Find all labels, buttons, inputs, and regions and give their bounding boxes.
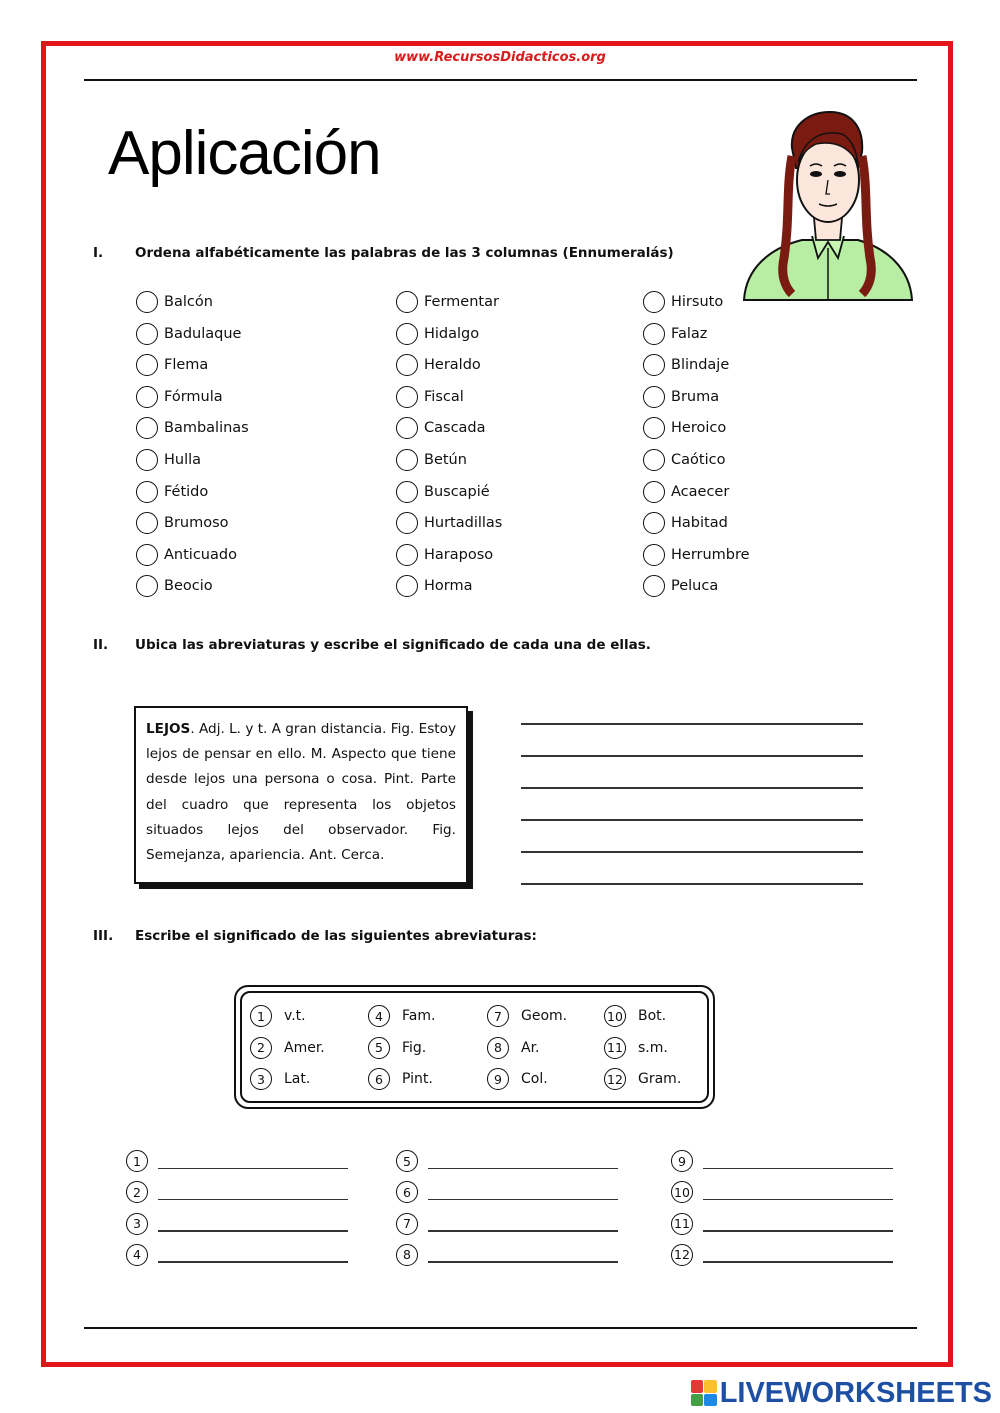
word-label: Buscapié [424,483,490,500]
abbreviation-item [604,1004,666,1028]
definition-text: . Adj. L. y t. A gran distancia. Fig. Estoy lejos de pensar en ello. M. Aspecto que tiene desde lejos una persona o cosa. Pint. Parte del cuadro que representa los objetos situados lejos del observador. Fig. Semejanza, apariencia. Ant. Cerca. [146,721,456,864]
word-item [396,415,486,441]
abbreviation-label: v.t. [284,1008,306,1024]
answer-row [671,1149,893,1173]
answer-circle[interactable] [136,512,158,534]
site-url: www.RecursosDidacticos.org [394,50,606,65]
definition-box [134,706,468,884]
word-label: Fórmula [164,388,223,405]
answer-circle[interactable] [136,323,158,345]
answer-row [126,1149,348,1173]
number-badge: 10 [671,1181,693,1203]
section-2-instruction [93,637,651,653]
word-item [643,289,723,315]
word-label: Fétido [164,483,209,500]
number-badge: 1 [126,1150,148,1172]
word-label: Beocio [164,578,213,595]
abbreviation-item [604,1036,668,1060]
answer-circle[interactable] [396,354,418,376]
answer-circle[interactable] [396,575,418,597]
answer-circle[interactable] [396,449,418,471]
abbreviation-label: Amer. [284,1039,325,1056]
answer-line[interactable] [158,1230,348,1232]
number-badge: 5 [396,1150,418,1172]
number-badge: 4 [368,1005,390,1027]
word-label: Heraldo [424,357,481,374]
number-badge: 12 [604,1068,626,1090]
answer-circle[interactable] [396,291,418,313]
word-label: Hirsuto [671,294,724,310]
answer-circle[interactable] [396,544,418,566]
answer-row [126,1180,348,1204]
word-label: Heroico [671,420,727,437]
answer-line[interactable] [703,1199,893,1201]
answer-circle[interactable] [136,386,158,408]
number-badge: 4 [126,1244,148,1266]
abbreviation-item [250,1036,325,1060]
answer-line[interactable] [703,1261,893,1263]
top-divider [84,79,917,81]
answer-line[interactable] [703,1230,893,1232]
page-title: Aplicación [108,119,381,188]
answer-line[interactable] [521,851,863,853]
section-3-instruction [93,928,537,944]
answer-row [671,1180,893,1204]
word-label: Blindaje [671,357,730,374]
word-label: Betún [424,452,467,468]
answer-line[interactable] [521,723,863,725]
number-badge: 2 [250,1037,272,1059]
answer-row [396,1149,618,1173]
number-badge: 8 [396,1244,418,1266]
abbreviation-label: Col. [521,1071,548,1087]
number-badge: 10 [604,1005,626,1027]
liveworksheets-logo-icon [691,1380,717,1406]
abbreviation-label: Geom. [521,1008,568,1024]
answer-line[interactable] [428,1230,618,1232]
abbreviation-label: Bot. [638,1008,667,1024]
abbreviation-item [250,1067,310,1091]
word-item [396,321,479,347]
section-3-number: III. [93,928,114,944]
word-item [643,510,728,536]
word-label: Peluca [671,578,719,595]
word-label: Bruma [671,388,720,405]
number-badge: 6 [396,1181,418,1203]
answer-line[interactable] [158,1199,348,1201]
section-1-text: Ordena alfabéticamente las palabras de las 3 columnas (Ennumeralás) [135,245,674,261]
answer-circle[interactable] [643,291,665,313]
answer-row [671,1243,893,1267]
answer-line[interactable] [521,787,863,789]
word-item [396,510,502,536]
number-badge: 11 [604,1037,626,1059]
answer-circle[interactable] [643,354,665,376]
number-badge: 3 [250,1068,272,1090]
answer-circle[interactable] [136,575,158,597]
word-item [643,542,750,568]
answer-row [671,1212,893,1236]
section-1-instruction [93,245,674,261]
answer-line[interactable] [521,883,863,885]
answer-circle[interactable] [643,575,665,597]
abbreviation-label: Ar. [521,1039,540,1056]
word-item [643,352,729,378]
word-item [136,479,208,505]
answer-circle[interactable] [643,417,665,439]
answer-circle[interactable] [136,417,158,439]
answer-circle[interactable] [136,291,158,313]
word-item [136,573,213,599]
number-badge: 2 [126,1181,148,1203]
word-label: Fiscal [424,388,464,405]
word-item [136,542,237,568]
number-badge: 3 [126,1213,148,1235]
number-badge: 9 [671,1150,693,1172]
word-label: Badulaque [164,325,242,342]
section-2-number: II. [93,637,109,653]
answer-circle[interactable] [396,481,418,503]
answer-circle[interactable] [643,512,665,534]
abbreviation-item [368,1004,435,1028]
word-label: Anticuado [164,546,237,563]
word-item [396,352,481,378]
definition-headword: LEJOS [146,721,191,737]
section-2-text: Ubica las abreviaturas y escribe el significado de cada una de ellas. [135,637,651,653]
word-item [136,384,223,410]
bottom-divider [84,1327,917,1329]
abbreviation-label: Lat. [284,1071,311,1087]
logo-square [691,1394,704,1407]
section-3-text: Escribe el significado de las siguientes abreviaturas: [135,928,537,944]
word-item [136,352,208,378]
answer-row [126,1243,348,1267]
answer-circle[interactable] [643,544,665,566]
answer-circle[interactable] [643,481,665,503]
number-badge: 5 [368,1037,390,1059]
word-label: Falaz [671,325,708,342]
abbreviation-item [487,1036,540,1060]
abbreviation-item [487,1004,567,1028]
word-item [396,573,473,599]
answer-circle[interactable] [136,544,158,566]
number-badge: 8 [487,1037,509,1059]
answer-circle[interactable] [643,449,665,471]
word-label: Brumoso [164,515,229,532]
word-item [643,415,726,441]
abbreviation-label: Fig. [402,1039,427,1056]
answer-row [396,1243,618,1267]
number-badge: 1 [250,1005,272,1027]
abbreviation-label: Fam. [402,1008,436,1024]
answer-line[interactable] [428,1168,618,1170]
word-label: Haraposo [424,546,494,563]
word-label: Herrumbre [671,546,750,563]
answer-circle[interactable] [396,417,418,439]
abbreviation-label: s.m. [638,1039,668,1056]
word-item [643,321,707,347]
abbreviation-label: Gram. [638,1071,682,1087]
girl-illustration [740,108,915,308]
word-label: Bambalinas [164,420,249,437]
answer-row [126,1212,348,1236]
word-label: Cascada [424,420,486,437]
abbreviation-item [604,1067,681,1091]
answer-circle[interactable] [136,354,158,376]
answer-line[interactable] [428,1261,618,1263]
answer-circle[interactable] [643,386,665,408]
answer-line[interactable] [158,1261,348,1263]
word-item [396,289,499,315]
word-label: Acaecer [671,483,730,500]
word-item [643,479,729,505]
word-label: Habitad [671,515,728,532]
number-badge: 6 [368,1068,390,1090]
number-badge: 11 [671,1213,693,1235]
word-item [396,447,467,473]
answer-circle[interactable] [136,481,158,503]
number-badge: 9 [487,1068,509,1090]
answer-row [396,1180,618,1204]
word-item [136,289,213,315]
number-badge: 12 [671,1244,693,1266]
word-item [396,479,490,505]
word-item [643,447,725,473]
logo-square [691,1380,704,1393]
word-item [643,573,718,599]
word-item [396,384,464,410]
logo-square [704,1380,717,1393]
abbreviation-item [250,1004,306,1028]
answer-circle[interactable] [396,386,418,408]
word-item [136,447,201,473]
abbreviation-item [368,1036,426,1060]
answer-line[interactable] [521,755,863,757]
logo-square [704,1394,717,1407]
word-label: Balcón [164,294,213,310]
abbreviation-label: Pint. [402,1071,433,1087]
answer-line[interactable] [521,819,863,821]
word-label: Hidalgo [424,325,480,342]
word-label: Hurtadillas [424,515,503,532]
word-item [136,510,229,536]
answer-row [396,1212,618,1236]
section-1-number: I. [93,245,104,261]
answer-circle[interactable] [396,512,418,534]
abbreviation-item [368,1067,433,1091]
abbreviation-item [487,1067,548,1091]
answer-line[interactable] [428,1199,618,1201]
brand-name: LIVEWORKSHEETS [719,1376,992,1409]
word-item [396,542,493,568]
word-item [643,384,719,410]
answer-line[interactable] [158,1168,348,1170]
word-label: Flema [164,357,209,374]
answer-circle[interactable] [396,323,418,345]
answer-line[interactable] [703,1168,893,1170]
word-item [136,321,241,347]
answer-circle[interactable] [136,449,158,471]
number-badge: 7 [396,1213,418,1235]
word-label: Fermentar [424,294,499,310]
word-label: Horma [424,578,473,595]
number-badge: 7 [487,1005,509,1027]
word-label: Caótico [671,452,726,468]
answer-circle[interactable] [643,323,665,345]
liveworksheets-footer [691,1377,992,1409]
word-item [136,415,249,441]
word-label: Hulla [164,452,202,468]
